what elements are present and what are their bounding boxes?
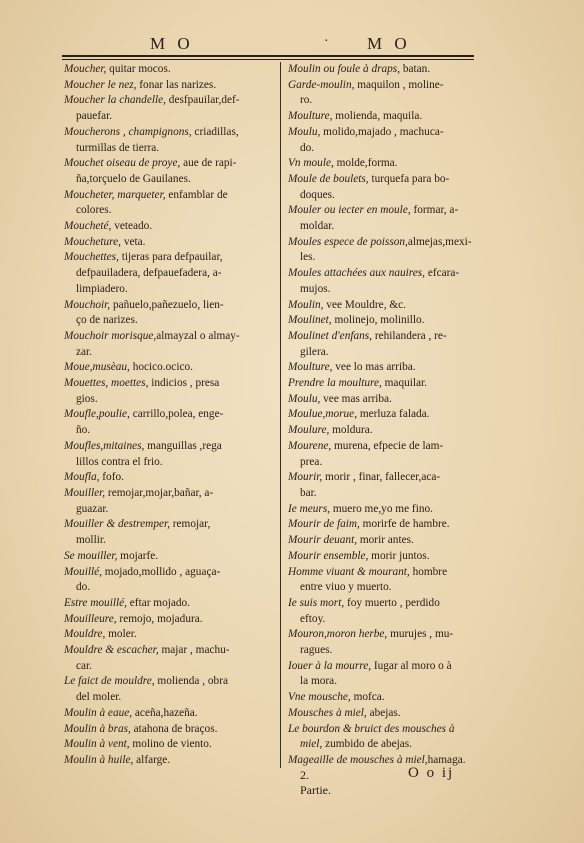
translation: muero me,yo me fino. [330,502,433,515]
translation: molienda, maquila. [332,110,423,123]
entry-line [64,643,276,659]
translation: guazar. [76,502,109,515]
headword: Mourene, [288,439,332,452]
headword: Moulu, [288,392,321,405]
translation: bar. [300,486,317,499]
headword: Mouldre, [64,628,106,641]
headword: Moulture, [288,361,333,374]
entry-line [64,706,276,722]
entry-line [64,172,276,188]
headword: Mouiller & destremper, [64,518,170,531]
headword: Moulinet, [288,314,332,327]
headword: Moulture, [288,110,333,123]
headword: Mouettes, moettes, [64,377,149,390]
translation: del moler. [76,691,122,704]
translation: moler. [105,628,137,641]
entry-line [288,455,474,471]
translation: vee Mouldre, &c. [323,298,406,311]
entry-line [64,470,276,486]
translation: morir antes. [357,534,414,547]
translation: veta. [121,235,146,248]
entry-line [288,407,474,423]
entry-line [64,62,276,78]
entry-line [64,188,276,204]
headword: Moucherons , champignons, [64,125,192,138]
entry-line [288,141,474,157]
entry-line [64,502,276,518]
header-right: M O [367,34,411,53]
headword: Moue,musèau, [64,361,130,374]
translation: aceña,hazeña. [132,706,198,719]
headword: Vn moule, [288,157,334,170]
headword: Moulin à eaue, [64,706,133,719]
headword: Mouchoir, [64,298,111,311]
entry-line [64,722,276,738]
entry-line [64,78,276,94]
headword: Moulin, [288,298,324,311]
entry-line [288,517,474,533]
entry-line [64,659,276,675]
entry-line [288,109,474,125]
translation: almejas,mexi- [407,235,472,248]
translation: defpauiladera, defpauefadera, a- [76,267,222,280]
entry-line [64,392,276,408]
translation: les. [300,251,316,264]
entry-line [288,156,474,172]
translation: veteado. [111,220,153,233]
headword: Moucheté, [64,220,112,233]
translation: morir juntos. [368,549,430,562]
translation: quitar mocos. [106,63,171,75]
translation: gilera. [300,345,329,358]
translation: abejas. [366,706,401,719]
headword: Mousches à miel, [288,706,367,719]
entry-line [288,376,474,392]
header-left: M O [150,34,194,53]
entry-line [64,313,276,329]
entry-line [64,282,276,298]
entry-line [64,109,276,125]
translation: colores. [76,204,112,217]
translation: batan. [400,63,431,75]
entry-line [64,690,276,706]
translation: desfpauilar,def- [165,94,240,107]
headword: Moucher le nez, [64,78,137,91]
translation: fofo. [99,471,124,484]
headword: Homme viuant & mourant, [288,565,410,578]
translation: maquilar. [381,377,427,390]
translation: almayzal o almay- [156,329,240,342]
entry-line [64,517,276,533]
headword: Moulinet d'enfans, [288,329,372,342]
translation: majar , machu- [158,644,230,657]
translation: do. [76,581,91,594]
translation: morirfe de hambre. [359,518,450,531]
translation: prea. [300,455,323,468]
translation: murena, efpecie de lam- [331,439,444,452]
entry-line [288,188,474,204]
entry-line [288,737,474,753]
headword: Mourir deuant, [288,534,358,547]
entry-line [288,549,474,565]
translation: remojo, mojadura. [116,612,203,625]
translation: ragues. [300,644,333,657]
headword: Moulue,morue, [288,408,358,421]
translation: ño. [76,424,91,437]
translation: molinejo, molinillo. [331,314,425,327]
headword: Moulin à vent, [64,738,130,751]
translation: hocico.ocico. [129,361,193,374]
entry-line [288,423,474,439]
entry-line [288,690,474,706]
translation: limpiadero. [76,282,128,295]
entry-line [288,706,474,722]
left-column [64,62,276,769]
headword: Prendre la moulture, [288,377,382,390]
translation: merluza falada. [357,408,430,421]
header-rule [62,55,474,57]
headword: Moulu, [288,125,321,138]
entry-line [64,423,276,439]
translation: efcara- [425,267,460,280]
entry-line [64,455,276,471]
translation: indicios , presa [148,377,220,390]
translation: rehilandera , re- [372,329,447,342]
entry-line [288,612,474,628]
translation: enfamblar de [165,188,228,201]
headword: Le bourdon & bruict des mousches à [288,722,455,735]
translation: pauefar. [76,110,113,123]
headword: Moulin à bras, [64,722,131,735]
entry-line [288,722,474,738]
headword: Ie meurs, [288,502,331,515]
entry-line [288,596,474,612]
headword: miel, [300,738,323,751]
translation: fonar las narizes. [136,78,217,91]
entry-line [64,250,276,266]
headword: Iouer à la mourre, [288,659,372,672]
entry-line [288,266,474,282]
headword: Moucher, [64,63,107,75]
headword: Moulin à huile, [64,753,134,766]
translation: molido,majado , machuca- [320,125,444,138]
entry-line [288,313,474,329]
headword: Mouchoir morisque, [64,329,157,342]
entry-line [288,125,474,141]
entry-line [64,627,276,643]
entry-line [288,674,474,690]
headword: Moules espece de poisson, [288,235,408,248]
entry-line [288,627,474,643]
entry-line [288,93,474,109]
entry-line [64,439,276,455]
column-divider [280,62,281,768]
translation: foy muerto , perdido [344,596,440,609]
headword: Mouilleure, [64,612,117,625]
headword: Mourir ensemble, [288,549,369,562]
headword: Mouron,moron herbe, [288,628,388,641]
translation: gios. [76,392,98,405]
entry-line [288,643,474,659]
entry-line [288,439,474,455]
headword: Garde-moulin, [288,78,355,91]
translation: formar, a- [410,204,459,217]
translation: remojar, [169,518,211,531]
translation: remojar,mojar,bañar, a- [105,486,214,499]
translation: la mora. [300,675,338,688]
entry-line [64,612,276,628]
header-dot: · [324,34,333,49]
running-header [62,34,472,54]
entry-line [64,565,276,581]
translation: criadillas, [191,125,239,138]
headword: Moulin ou foule à draps, [288,63,401,75]
entry-line [64,596,276,612]
entry-line [64,407,276,423]
translation: eftoy. [300,612,326,625]
translation: tijeras para defpauilar, [118,251,223,264]
entry-line [64,329,276,345]
entry-line [288,360,474,376]
entry-line [288,203,474,219]
translation: pañuelo,pañezuelo, lien- [110,298,224,311]
header-rule-thin [62,59,474,60]
entry-line [64,674,276,690]
translation: molienda , obra [154,675,228,688]
translation: doques. [300,188,335,201]
translation: car. [76,659,92,672]
headword: Mourir de faim, [288,518,360,531]
entry-line [64,360,276,376]
entry-line [288,392,474,408]
translation: zar. [76,345,92,358]
entry-line [64,219,276,235]
entry-line [64,235,276,251]
signature-mark: 2. Partie. [300,768,331,797]
translation: molde,forma. [333,157,398,170]
translation: mujos. [300,282,331,295]
entry-line [64,156,276,172]
translation: turquefa para bo- [368,172,450,185]
translation: do. [300,141,315,154]
headword: Mouldre & escacher, [64,644,159,657]
headword: Moules attachées aux nauires, [288,267,425,280]
headword: Moufles,mitaines, [64,439,145,452]
headword: Moucheter, marqueter, [64,188,166,201]
entry-line [288,533,474,549]
translation: vee mas arriba. [320,392,392,405]
translation: mojado,mollido , aguaça- [101,565,221,578]
entry-line [64,345,276,361]
entry-line [64,298,276,314]
translation: vee lo mas arriba. [332,361,416,374]
translation: moldar. [300,220,335,233]
entry-line [288,345,474,361]
entry-line [288,659,474,675]
headword: Le faict de mouldre, [64,675,155,688]
translation: eftar mojado. [126,596,191,609]
entry-line [288,235,474,251]
translation: ña,torçuelo de Gauilanes. [76,172,191,185]
headword: Mouchet oiseau de proye, [64,157,181,170]
entry-line [64,125,276,141]
translation: hamaga. [427,753,466,766]
headword: Mourir, [288,471,323,484]
translation: lillos contra el frio. [76,455,163,468]
headword: Moufle,poulie, [64,408,130,421]
entry-line [288,250,474,266]
translation: entre viuo y muerto. [300,581,392,594]
translation: mofca. [350,691,385,704]
entry-line [288,565,474,581]
entry-line [288,172,474,188]
headword: Moulure, [288,424,330,437]
headword: Moufla, [64,471,100,484]
headword: Mouchettes, [64,251,119,264]
translation: atahona de braços. [130,722,218,735]
translation: alfarge. [133,753,171,766]
headword: Se mouiller, [64,549,118,562]
translation: molino de viento. [129,738,212,751]
headword: Mouiller, [64,486,106,499]
headword: Moucher la chandelle, [64,94,166,107]
headword: Mouillé, [64,565,102,578]
entry-line [288,329,474,345]
entry-line [64,486,276,502]
entry-line [64,141,276,157]
translation: ro. [300,94,313,107]
translation: mojarfe. [117,549,159,562]
translation: aue de rapi- [180,157,237,170]
translation: manguillas ,rega [144,439,222,452]
translation: murujes , mu- [387,628,454,641]
entry-line [288,62,474,78]
entry-line [64,93,276,109]
headword: Ie suis mort, [288,596,345,609]
entry-line [64,266,276,282]
translation: moldura. [329,424,373,437]
headword: Estre mouillé, [64,596,127,609]
entry-line [288,486,474,502]
entry-line [288,580,474,596]
headword: Vne mousche, [288,691,351,704]
entry-line [288,470,474,486]
entry-line [64,580,276,596]
entry-line [64,203,276,219]
translation: Iugar al moro o à [371,659,452,672]
entry-line [288,502,474,518]
headword: Moucheture, [64,235,121,248]
entry-line [64,549,276,565]
translation: morir , finar, fallecer,aca- [322,471,441,484]
entry-line [288,219,474,235]
headword: Moule de boulets, [288,172,369,185]
page-signature: O o ij [408,765,455,781]
translation: turmillas de tierra. [76,141,160,154]
entry-line [64,737,276,753]
headword: Mouler ou iecter en moule, [288,204,411,217]
translation: mollir. [76,534,106,547]
translation: carrillo,polea, enge- [129,408,224,421]
entry-line [64,533,276,549]
translation: hombre [409,565,448,578]
right-column [288,62,474,769]
entry-line [288,78,474,94]
headword: Mageaille de mousches à miel, [288,753,428,766]
entry-line [64,376,276,392]
translation: ço de narizes. [76,314,138,327]
translation: zumbido de abejas. [322,738,412,751]
entry-line [64,753,276,769]
entry-line [288,282,474,298]
translation: maquilon , moline- [354,78,444,91]
entry-line [288,298,474,314]
